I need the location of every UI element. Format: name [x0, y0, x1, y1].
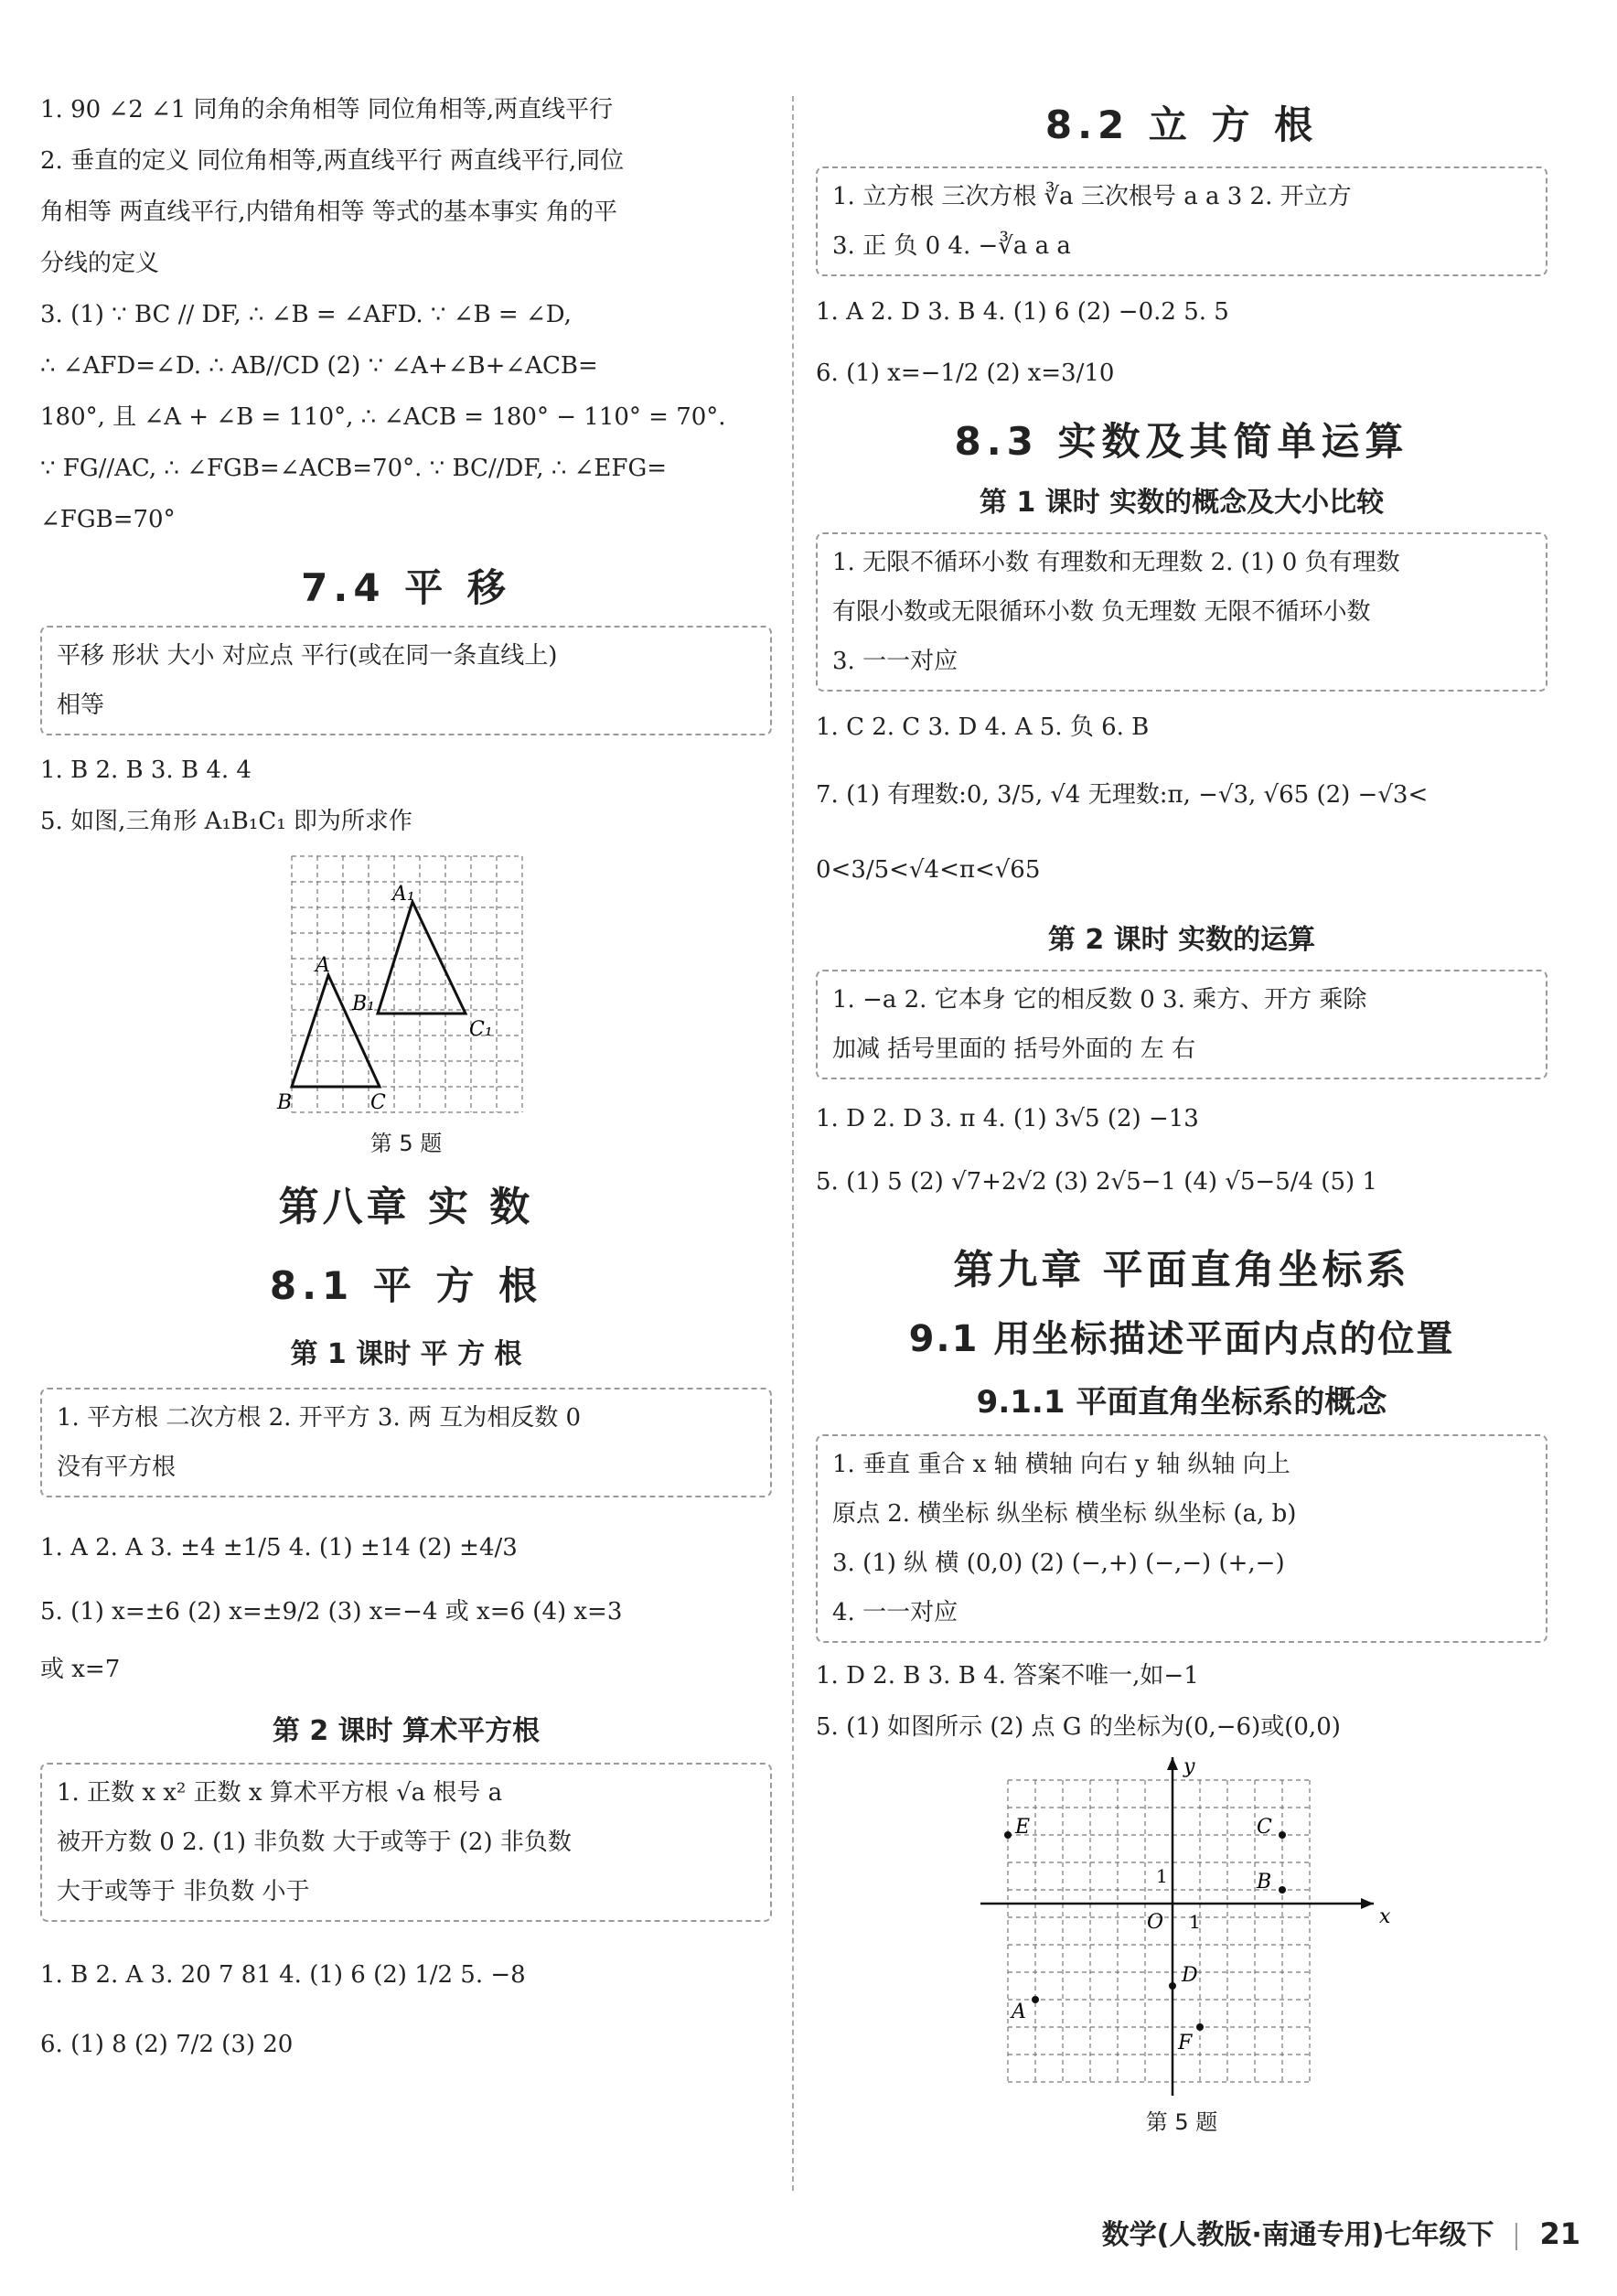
- triangle-a1b1c1: [378, 902, 466, 1014]
- page-number: 21: [1539, 2216, 1580, 2251]
- y-unit-label: 1: [1156, 1865, 1168, 1887]
- x-label: x: [1379, 1905, 1391, 1928]
- origin-label: O: [1147, 1911, 1164, 1934]
- point-e: [1004, 1831, 1012, 1839]
- left-column: [40, 84, 772, 2079]
- answer-line: 1. D 2. D 3. π 4. (1) 3√5 (2) −13: [816, 1105, 1199, 1132]
- box-line: 没有平方根: [57, 1454, 177, 1481]
- answer-line: 角相等 两直线平行,内错角相等 等式的基本事实 角的平: [40, 198, 618, 226]
- box-line: 1. 立方根 三次方根 ∛a 三次根号 a a 3 2. 开立方: [832, 183, 1352, 210]
- coordinate-figure: [944, 1753, 1419, 2100]
- right-column: [816, 84, 1547, 2136]
- box-line: 平移 形状 大小 对应点 平行(或在同一条直线上): [57, 642, 558, 670]
- answer-line: 6. (1) 8 (2) 7/2 (3) 20: [40, 2031, 294, 2058]
- figure-7-4: [40, 847, 772, 1157]
- box-line: 1. 垂直 重合 x 轴 横轴 向右 y 轴 纵轴 向上: [832, 1451, 1290, 1478]
- box-line: 大于或等于 非负数 小于: [57, 1878, 310, 1905]
- subsection-title-9-1-1: 9.1.1 平面直角坐标系的概念: [976, 1384, 1387, 1421]
- point-d: [1169, 1982, 1176, 1990]
- box-line: 1. 正数 x x² 正数 x 算术平方根 √a 根号 a: [57, 1779, 503, 1807]
- figure-9-1: [816, 1753, 1547, 2136]
- lesson-title: 第 1 课时 实数的概念及大小比较: [979, 487, 1385, 519]
- answer-line: 5. (1) 如图所示 (2) 点 G 的坐标为(0,−6)或(0,0): [816, 1713, 1341, 1741]
- label-f: F: [1178, 2032, 1193, 2055]
- translation-figure: [273, 847, 539, 1121]
- answer-line: 5. (1) 5 (2) √7+2√2 (3) 2√5−1 (4) √5−5/4 (5) 1: [816, 1168, 1377, 1196]
- point-b: [1279, 1886, 1286, 1894]
- label-b: B: [277, 1091, 293, 1114]
- knowledge-box-7-4: [40, 626, 772, 735]
- answer-line: ∵ FG//AC, ∴ ∠FGB=∠ACB=70°. ∵ BC//DF, ∴ ∠EFG=: [40, 455, 668, 482]
- label-a: A: [1012, 2001, 1026, 2023]
- answer-line: 5. (1) x=±6 (2) x=±9/2 (3) x=−4 或 x=6 (4) x=3: [40, 1598, 623, 1625]
- section-title-7-4: 7.4 平 移: [301, 565, 511, 610]
- label-a1: A₁: [392, 883, 415, 906]
- label-c: C: [370, 1091, 386, 1114]
- knowledge-box-8-1-2: [40, 1763, 772, 1922]
- answer-line: 1. B 2. A 3. 20 7 81 4. (1) 6 (2) 1/2 5. −8: [40, 1961, 526, 1989]
- answer-line: 180°, 且 ∠A + ∠B = 110°, ∴ ∠ACB = 180° − 110° = 70°.: [40, 403, 726, 431]
- knowledge-box-8-1-1: [40, 1388, 772, 1497]
- page-footer: [1102, 2212, 1580, 2252]
- label-c1: C₁: [469, 1018, 493, 1041]
- answers-7-3: [40, 84, 772, 545]
- answer-line: 分线的定义: [40, 250, 160, 277]
- answer-line: 1. A 2. A 3. ±4 ±1/5 4. (1) ±14 (2) ±4/3: [40, 1534, 518, 1561]
- box-line: 1. 无限不循环小数 有理数和无理数 2. (1) 0 负有理数: [832, 549, 1400, 576]
- knowledge-box-9-1-1: [816, 1434, 1547, 1643]
- x-unit-label: 1: [1189, 1911, 1201, 1933]
- label-b: B: [1257, 1871, 1272, 1894]
- box-line: 加减 括号里面的 括号外面的 左 右: [832, 1035, 1196, 1063]
- point-a: [1032, 1996, 1039, 2003]
- column-divider: [792, 96, 794, 2191]
- box-line: 1. 平方根 二次方根 2. 开平方 3. 两 互为相反数 0: [57, 1404, 582, 1432]
- box-line: 有限小数或无限循环小数 负无理数 无限不循环小数: [832, 598, 1371, 626]
- point-f: [1196, 2023, 1204, 2031]
- lesson-title: 第 1 课时 平 方 根: [290, 1338, 522, 1370]
- box-line: 4. 一一对应: [832, 1599, 958, 1626]
- figure-caption: 第 5 题: [369, 1131, 443, 1156]
- answer-line: ∠FGB=70°: [40, 506, 176, 533]
- answer-line: 1. D 2. B 3. B 4. 答案不唯一,如−1: [816, 1662, 1199, 1690]
- section-title-8-3: 8.3 实数及其简单运算: [954, 419, 1409, 464]
- box-line: 相等: [57, 692, 105, 719]
- label-a: A: [316, 954, 330, 977]
- box-line: 3. (1) 纵 横 (0,0) (2) (−,+) (−,−) (+,−): [832, 1550, 1285, 1577]
- footer-separator: [1515, 2223, 1517, 2250]
- section-title-9-1: 9.1 用坐标描述平面内点的位置: [908, 1318, 1455, 1360]
- answer-line: 1. A 2. D 3. B 4. (1) 6 (2) −0.2 5. 5: [816, 298, 1229, 326]
- knowledge-box-8-2: [816, 166, 1547, 276]
- lesson-title: 第 2 课时 算术平方根: [272, 1715, 541, 1747]
- label-e: E: [1015, 1816, 1031, 1839]
- answer-line: 或 x=7: [40, 1656, 121, 1683]
- label-d: D: [1182, 1964, 1198, 1987]
- answer-line: 1. C 2. C 3. D 4. A 5. 负 6. B: [816, 713, 1150, 741]
- label-c: C: [1257, 1816, 1272, 1839]
- label-b1: B₁: [352, 992, 375, 1015]
- box-line: 3. 正 负 0 4. −∛a a a: [832, 232, 1071, 260]
- box-line: 1. −a 2. 它本身 它的相反数 0 3. 乘方、开方 乘除: [832, 986, 1367, 1014]
- answer-line: 2. 垂直的定义 同位角相等,两直线平行 两直线平行,同位: [40, 147, 625, 175]
- answer-line: 1. 90 ∠2 ∠1 同角的余角相等 同位角相等,两直线平行: [40, 96, 614, 123]
- box-line: 3. 一一对应: [832, 648, 958, 675]
- chapter-title-9: 第九章 平面直角坐标系: [953, 1247, 1410, 1293]
- y-label: y: [1183, 1755, 1195, 1778]
- x-axis-arrow: [1361, 1898, 1374, 1909]
- answer-line: 3. (1) ∵ BC // DF, ∴ ∠B = ∠AFD. ∵ ∠B = ∠D,: [40, 301, 572, 328]
- section-title-8-1: 8.1 平 方 根: [269, 1263, 543, 1308]
- answer-line: 5. 如图,三角形 A₁B₁C₁ 即为所求作: [40, 808, 412, 835]
- knowledge-box-8-3-1: [816, 532, 1547, 692]
- figure-caption: 第 5 题: [1145, 2109, 1218, 2135]
- point-c: [1279, 1831, 1286, 1839]
- chapter-title-8: 第八章 实 数: [278, 1184, 534, 1230]
- answer-line: ∴ ∠AFD=∠D. ∴ AB//CD (2) ∵ ∠A+∠B+∠ACB=: [40, 352, 598, 380]
- section-title-8-2: 8.2 立 方 根: [1044, 102, 1319, 147]
- lesson-title: 第 2 课时 实数的运算: [1047, 924, 1316, 956]
- answer-line: 1. B 2. B 3. B 4. 4: [40, 756, 252, 784]
- answer-line: 6. (1) x=−1/2 (2) x=3/10: [816, 359, 1115, 387]
- box-line: 被开方数 0 2. (1) 非负数 大于或等于 (2) 非负数: [57, 1829, 572, 1856]
- footer-subject: 数学(人教版·南通专用)七年级下: [1101, 2219, 1494, 2251]
- y-axis-arrow: [1167, 1757, 1178, 1770]
- answer-line: 7. (1) 有理数:0, 3/5, √4 无理数:π, −√3, √65 (2) −√3<: [816, 781, 1429, 809]
- box-line: 原点 2. 横坐标 纵坐标 横坐标 纵坐标 (a, b): [832, 1500, 1297, 1528]
- knowledge-box-8-3-2: [816, 970, 1547, 1079]
- answer-line: 0<3/5<√4<π<√65: [816, 856, 1041, 884]
